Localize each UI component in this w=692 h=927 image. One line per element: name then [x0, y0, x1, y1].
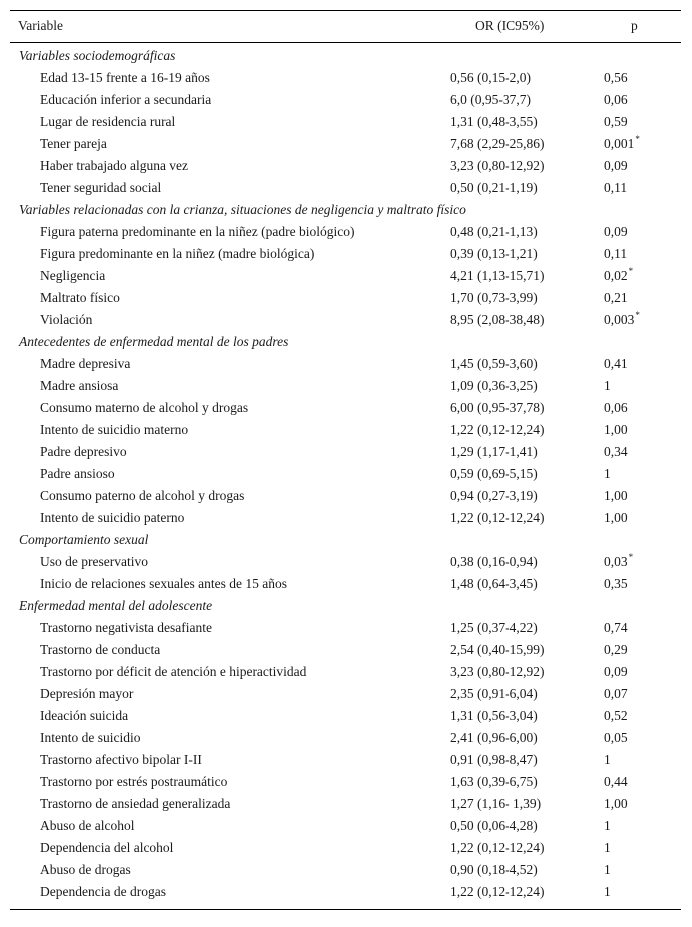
row-variable: Tener seguridad social	[40, 180, 162, 195]
row-p	[604, 705, 628, 727]
row-or: 1,22 (0,12-12,24)	[450, 510, 545, 525]
significance-marker: *	[628, 552, 634, 562]
row-p	[604, 133, 640, 156]
row-p	[604, 309, 640, 332]
table-row	[10, 265, 681, 287]
row-or: 1,31 (0,48-3,55)	[450, 114, 538, 129]
table-row	[10, 67, 681, 89]
row-p-value: 0,74	[604, 620, 628, 635]
row-p-value: 0,11	[604, 180, 628, 195]
table-row	[10, 793, 681, 815]
table-row	[10, 727, 681, 749]
row-p-value: 1	[604, 862, 611, 877]
row-p	[604, 573, 628, 595]
row-p-value: 0,05	[604, 730, 628, 745]
row-p	[604, 463, 611, 485]
row-or: 2,41 (0,96-6,00)	[450, 730, 538, 745]
row-p	[604, 551, 633, 574]
row-p-value: 0,02	[604, 268, 628, 283]
table-row	[10, 353, 681, 375]
table-row	[10, 507, 681, 529]
row-variable: Intento de suicidio	[40, 730, 141, 745]
table-row	[10, 441, 681, 463]
table-header	[10, 11, 681, 42]
row-or: 3,23 (0,80-12,92)	[450, 158, 545, 173]
row-p-value: 1	[604, 840, 611, 855]
row-variable: Uso de preservativo	[40, 554, 148, 569]
row-variable: Haber trabajado alguna vez	[40, 158, 189, 173]
row-p	[604, 727, 628, 749]
section-title: Variables relacionadas con la crianza, situaciones de negligencia y maltrato físico	[19, 202, 466, 217]
row-p-value: 0,06	[604, 92, 628, 107]
row-or: 0,59 (0,69-5,15)	[450, 466, 538, 481]
row-p	[604, 661, 628, 683]
row-or: 3,23 (0,80-12,92)	[450, 664, 545, 679]
row-p-value: 0,29	[604, 642, 628, 657]
row-p	[604, 441, 628, 463]
row-or: 0,38 (0,16-0,94)	[450, 554, 538, 569]
row-variable: Dependencia del alcohol	[40, 840, 174, 855]
table-row	[10, 881, 681, 903]
row-or: 1,70 (0,73-3,99)	[450, 290, 538, 305]
row-variable: Trastorno por estrés postraumático	[40, 774, 228, 789]
row-or: 8,95 (2,08-38,48)	[450, 312, 545, 327]
row-variable: Trastorno por déficit de atención e hiperactividad	[40, 664, 307, 679]
row-variable: Intento de suicidio materno	[40, 422, 189, 437]
row-p	[604, 67, 628, 89]
header-variable: Variable	[18, 18, 63, 33]
row-variable: Figura paterna predominante en la niñez (padre biológico)	[40, 224, 355, 239]
row-p	[604, 375, 611, 397]
row-variable: Lugar de residencia rural	[40, 114, 176, 129]
row-or: 7,68 (2,29-25,86)	[450, 136, 545, 151]
row-p-value: 1	[604, 884, 611, 899]
row-p	[604, 683, 628, 705]
table-row	[10, 375, 681, 397]
row-or: 1,22 (0,12-12,24)	[450, 840, 545, 855]
table-row	[10, 617, 681, 639]
row-variable: Dependencia de drogas	[40, 884, 166, 899]
row-variable: Figura predominante en la niñez (madre biológica)	[40, 246, 315, 261]
table-row	[10, 419, 681, 441]
row-p-value: 0,06	[604, 400, 628, 415]
section-title: Variables sociodemográficas	[19, 48, 176, 63]
row-or: 1,09 (0,36-3,25)	[450, 378, 538, 393]
row-p	[604, 177, 627, 199]
row-p-value: 1,00	[604, 796, 628, 811]
row-p	[604, 507, 628, 529]
table-body	[10, 43, 681, 909]
row-p	[604, 815, 611, 837]
row-p	[604, 837, 611, 859]
row-p	[604, 111, 628, 133]
row-variable: Madre ansiosa	[40, 378, 119, 393]
row-or: 1,31 (0,56-3,04)	[450, 708, 538, 723]
significance-marker: *	[628, 266, 634, 276]
row-p-value: 0,35	[604, 576, 628, 591]
row-p-value: 0,09	[604, 158, 628, 173]
header-p: p	[631, 18, 638, 33]
table-row	[10, 485, 681, 507]
row-p-value: 0,003	[604, 312, 635, 327]
row-variable: Consumo materno de alcohol y drogas	[40, 400, 249, 415]
row-p-value: 1	[604, 752, 611, 767]
row-or: 1,22 (0,12-12,24)	[450, 422, 545, 437]
row-p	[604, 89, 628, 111]
row-variable: Abuso de drogas	[40, 862, 131, 877]
row-p-value: 1,00	[604, 510, 628, 525]
row-p	[604, 639, 628, 661]
row-or: 0,50 (0,21-1,19)	[450, 180, 538, 195]
header-or: OR (IC95%)	[475, 18, 545, 33]
row-variable: Madre depresiva	[40, 356, 131, 371]
row-or: 0,94 (0,27-3,19)	[450, 488, 538, 503]
row-p-value: 1	[604, 466, 611, 481]
row-p	[604, 397, 628, 419]
table-row	[10, 683, 681, 705]
odds-ratio-table	[10, 10, 681, 910]
row-p-value: 0,07	[604, 686, 628, 701]
row-p-value: 0,52	[604, 708, 628, 723]
section-title: Comportamiento sexual	[19, 532, 149, 547]
row-p	[604, 287, 628, 309]
table-row	[10, 551, 681, 573]
row-variable: Consumo paterno de alcohol y drogas	[40, 488, 245, 503]
row-variable: Ideación suicida	[40, 708, 129, 723]
row-variable: Trastorno de ansiedad generalizada	[40, 796, 231, 811]
row-p-value: 0,44	[604, 774, 628, 789]
significance-marker: *	[635, 310, 640, 320]
row-p	[604, 419, 628, 441]
row-p-value: 1,00	[604, 422, 628, 437]
row-or: 1,22 (0,12-12,24)	[450, 884, 545, 899]
row-or: 0,91 (0,98-8,47)	[450, 752, 538, 767]
row-or: 1,48 (0,64-3,45)	[450, 576, 538, 591]
row-p-value: 0,56	[604, 70, 628, 85]
table-row	[10, 705, 681, 727]
row-variable: Trastorno de conducta	[40, 642, 161, 657]
section-title: Antecedentes de enfermedad mental de los padres	[19, 334, 289, 349]
row-p	[604, 243, 627, 265]
row-p	[604, 859, 611, 881]
row-variable: Inicio de relaciones sexuales antes de 15 años	[40, 576, 288, 591]
row-variable: Depresión mayor	[40, 686, 134, 701]
row-variable: Intento de suicidio paterno	[40, 510, 185, 525]
row-or: 6,00 (0,95-37,78)	[450, 400, 545, 415]
row-p	[604, 353, 628, 375]
row-variable: Negligencia	[40, 268, 106, 283]
row-p-value: 1	[604, 818, 611, 833]
row-p	[604, 485, 628, 507]
row-p	[604, 221, 628, 243]
row-p	[604, 771, 628, 793]
table-row	[10, 397, 681, 419]
table-row	[10, 287, 681, 309]
row-or: 0,48 (0,21-1,13)	[450, 224, 538, 239]
row-p	[604, 265, 633, 288]
row-p-value: 0,09	[604, 664, 628, 679]
row-variable: Trastorno afectivo bipolar I-II	[40, 752, 202, 767]
table-row	[10, 111, 681, 133]
row-p-value: 0,59	[604, 114, 628, 129]
row-or: 4,21 (1,13-15,71)	[450, 268, 545, 283]
table-row	[10, 771, 681, 793]
row-variable: Trastorno negativista desafiante	[40, 620, 212, 635]
row-variable: Tener pareja	[40, 136, 107, 151]
table-row	[10, 309, 681, 331]
table-row	[10, 573, 681, 595]
row-variable: Edad 13-15 frente a 16-19 años	[40, 70, 210, 85]
section-title: Enfermedad mental del adolescente	[19, 598, 213, 613]
row-or: 1,25 (0,37-4,22)	[450, 620, 538, 635]
table-row	[10, 89, 681, 111]
row-p	[604, 617, 628, 639]
table-row	[10, 463, 681, 485]
row-or: 1,29 (1,17-1,41)	[450, 444, 538, 459]
row-p-value: 0,41	[604, 356, 628, 371]
table-row	[10, 639, 681, 661]
row-p-value: 0,21	[604, 290, 628, 305]
table-row	[10, 837, 681, 859]
row-p-value: 0,03	[604, 554, 628, 569]
table-row	[10, 133, 681, 155]
table-row	[10, 243, 681, 265]
row-p-value: 0,34	[604, 444, 628, 459]
row-variable: Violación	[40, 312, 93, 327]
row-variable: Padre ansioso	[40, 466, 115, 481]
row-or: 2,54 (0,40-15,99)	[450, 642, 545, 657]
row-p-value: 1,00	[604, 488, 628, 503]
row-variable: Maltrato físico	[40, 290, 120, 305]
table-row	[10, 749, 681, 771]
row-p-value: 0,11	[604, 246, 628, 261]
table-row	[10, 221, 681, 243]
row-variable: Padre depresivo	[40, 444, 127, 459]
row-p-value: 0,001	[604, 136, 635, 151]
row-p	[604, 749, 611, 771]
row-variable: Educación inferior a secundaria	[40, 92, 212, 107]
row-or: 1,27 (1,16- 1,39)	[450, 796, 542, 811]
row-or: 1,45 (0,59-3,60)	[450, 356, 538, 371]
row-or: 0,39 (0,13-1,21)	[450, 246, 538, 261]
row-p	[604, 881, 611, 903]
table-row	[10, 155, 681, 177]
significance-marker: *	[635, 134, 640, 144]
table-row	[10, 177, 681, 199]
row-p	[604, 793, 628, 815]
row-variable: Abuso de alcohol	[40, 818, 135, 833]
row-or: 0,90 (0,18-4,52)	[450, 862, 538, 877]
row-p-value: 0,09	[604, 224, 628, 239]
row-p-value: 1	[604, 378, 611, 393]
row-p	[604, 155, 628, 177]
table-bottom-rule	[10, 909, 681, 910]
table-row	[10, 661, 681, 683]
table-row	[10, 815, 681, 837]
row-or: 0,56 (0,15-2,0)	[450, 70, 531, 85]
row-or: 0,50 (0,06-4,28)	[450, 818, 538, 833]
row-or: 2,35 (0,91-6,04)	[450, 686, 538, 701]
row-or: 6,0 (0,95-37,7)	[450, 92, 531, 107]
table-row	[10, 859, 681, 881]
row-or: 1,63 (0,39-6,75)	[450, 774, 538, 789]
